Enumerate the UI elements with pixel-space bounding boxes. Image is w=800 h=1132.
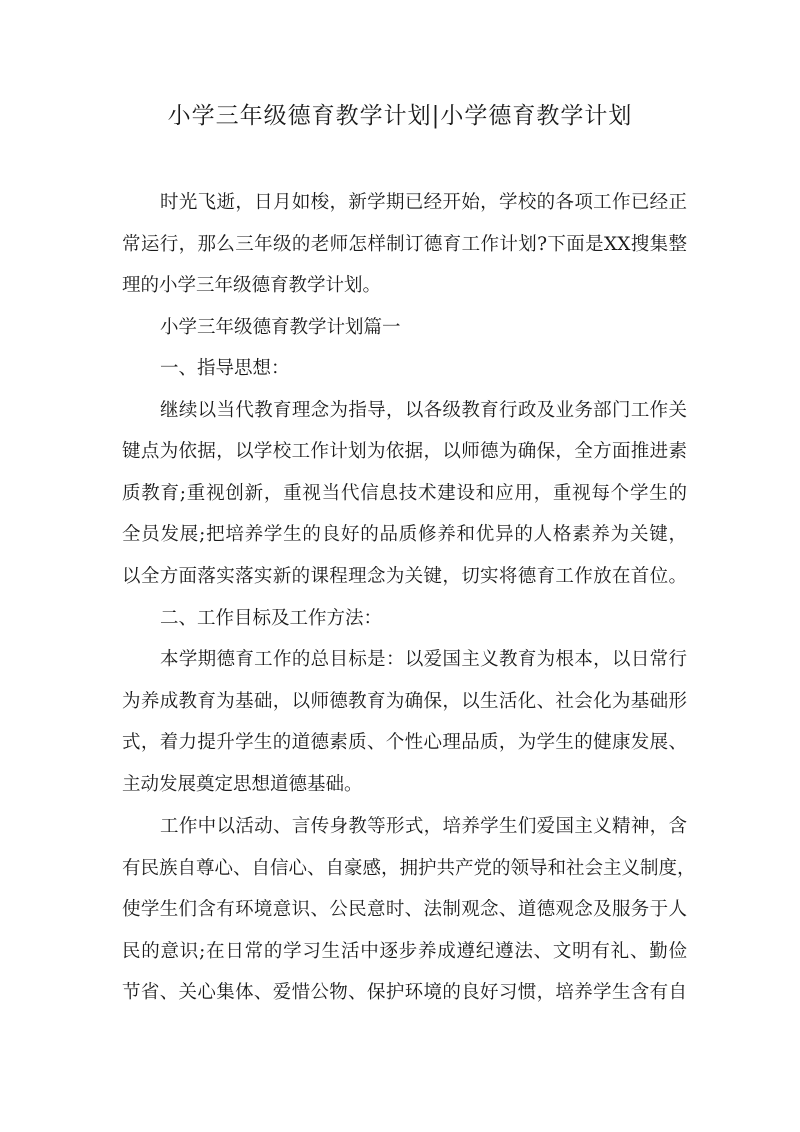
section-heading: 小学三年级德育教学计划篇一 [160, 317, 401, 338]
text-line: 质教育;重视创新，重视当代信息技术建设和应用，重视每个学生的 [122, 483, 687, 504]
section-heading: 二、工作目标及工作方法： [160, 608, 383, 629]
text-line: 为养成教育为基础，以师德教育为确保，以生活化、社会化为基础形 [122, 691, 687, 712]
text-line: 工作中以活动、言传身教等形式，培养学生们爱国主义精神，含 [160, 816, 687, 837]
text-line: 全员发展;把培养学生的良好的品质修养和优异的人格素养为关键， [122, 524, 687, 545]
text-line: 以全方面落实落实新的课程理念为关键，切实将德育工作放在首位。 [122, 566, 687, 587]
text-line: 使学生们含有环境意识、公民意时、法制观念、道德观念及服务于人 [122, 899, 687, 920]
text-line: 时光飞逝，日月如梭，新学期已经开始，学校的各项工作已经正 [160, 192, 687, 213]
text-line: 理的小学三年级德育教学计划。 [122, 275, 382, 296]
document-title: 小学三年级德育教学计划|小学德育教学计划 [167, 103, 633, 129]
text-line: 常运行，那么三年级的老师怎样制订德育工作计划?下面是XX搜集整 [122, 234, 687, 255]
text-line: 式，着力提升学生的道德素质、个性心理品质，为学生的健康发展、 [122, 732, 687, 753]
section-heading: 一、指导思想： [160, 358, 290, 379]
text-line: 继续以当代教育理念为指导，以各级教育行政及业务部门工作关 [160, 400, 687, 421]
text-line: 节省、关心集体、爱惜公物、保护环境的良好习惯，培养学生含有自 [122, 982, 687, 1003]
text-line: 键点为依据，以学校工作计划为依据，以师德为确保，全方面推进素 [122, 441, 687, 462]
text-line: 主动发展奠定思想道德基础。 [122, 774, 363, 795]
text-line: 民的意识;在日常的学习生活中逐步养成遵纪遵法、文明有礼、勤俭 [122, 941, 687, 962]
text-line: 有民族自尊心、自信心、自豪感，拥护共产党的领导和社会主义制度， [122, 858, 696, 879]
text-line: 本学期德育工作的总目标是：以爱国主义教育为根本，以日常行 [160, 649, 687, 670]
